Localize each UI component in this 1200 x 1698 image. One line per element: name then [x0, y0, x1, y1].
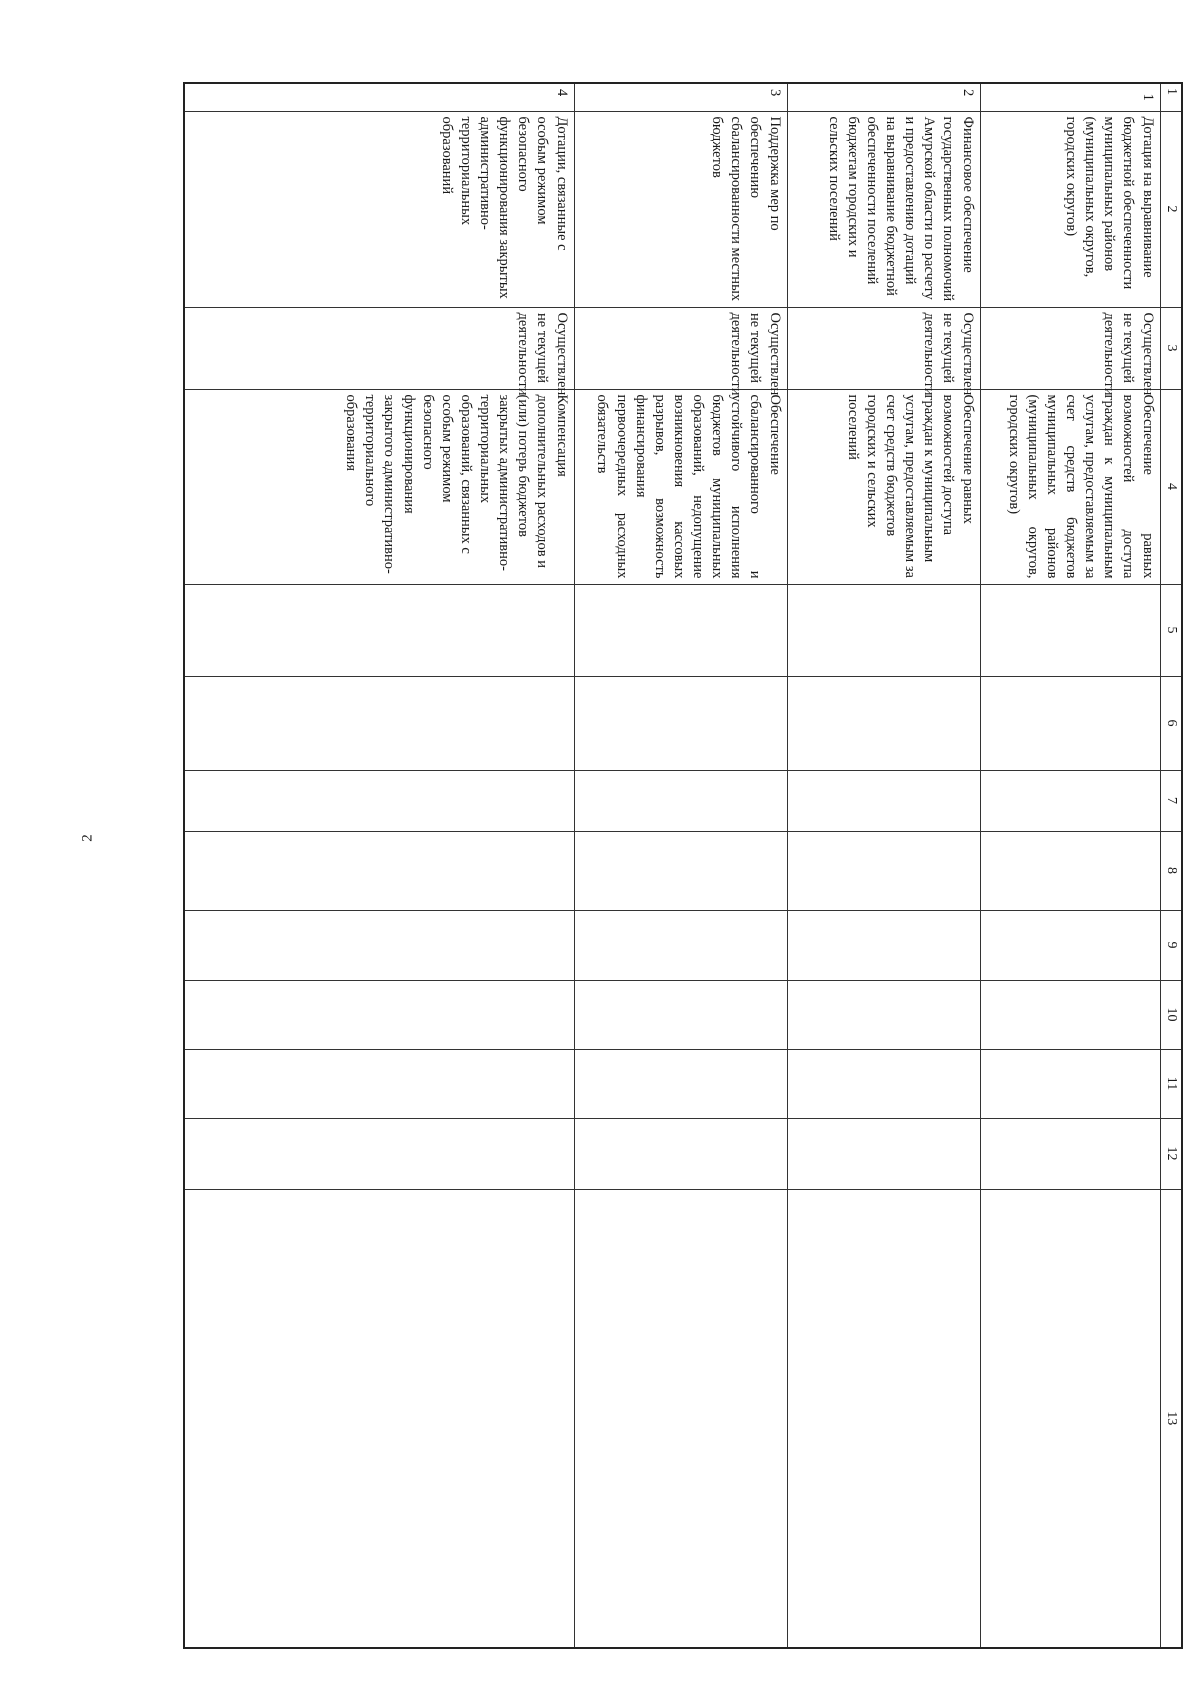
column-header: 3 [1160, 307, 1182, 389]
description-cell: Обеспечение равных возможностей доступа граждан к муниципальным услугам, предоставляемым за счет средств бюджетов муниципальных районов (муниципальных округов, городских округов) [980, 389, 1160, 584]
empty-cell [980, 1118, 1160, 1189]
column-header: 9 [1160, 910, 1182, 980]
empty-cell [980, 1189, 1160, 1648]
empty-cell [184, 1189, 574, 1648]
empty-cell [980, 980, 1160, 1049]
column-header: 10 [1160, 980, 1182, 1049]
empty-cell [980, 676, 1160, 770]
empty-cell [787, 1118, 980, 1189]
empty-cell [574, 676, 787, 770]
empty-cell [574, 1049, 787, 1118]
empty-cell [574, 910, 787, 980]
measure-name: Дотации, связанные с особым режимом безопасного функционирования закрытых административно-территориальных образований [184, 111, 574, 307]
empty-cell [184, 1118, 574, 1189]
table-row [980, 83, 1160, 1648]
empty-cell [574, 1118, 787, 1189]
description-cell: Обеспечение равных возможностей доступа граждан к муниципальным услугам, предоставляемым за счет средств бюджетов городских и сельских поселений [787, 389, 980, 584]
empty-cell [574, 831, 787, 910]
empty-cell [787, 584, 980, 676]
empty-cell [184, 831, 574, 910]
row-number: 1 [980, 83, 1160, 111]
description-cell: Компенсация дополнительных расходов и (или) потерь бюджетов закрытых административно-территориальных образований, связанных с особым режимом безопасного функционирования закрытого административно-территориального образования [184, 389, 574, 584]
row-number: 2 [787, 83, 980, 111]
table-row [184, 83, 574, 1648]
empty-cell [980, 831, 1160, 910]
column-header: 2 [1160, 111, 1182, 307]
empty-cell [980, 584, 1160, 676]
column-header: 6 [1160, 676, 1182, 770]
empty-cell [980, 910, 1160, 980]
column-header: 7 [1160, 770, 1182, 831]
column-header: 13 [1160, 1189, 1182, 1648]
empty-cell [787, 1189, 980, 1648]
empty-cell [184, 770, 574, 831]
empty-cell [980, 770, 1160, 831]
header-row [1160, 83, 1182, 1648]
description-cell: Обеспечение сбалансированного и устойчивого исполнения бюджетов муниципальных образований, недопущение возникновения кассовых разрывов, возможность финансирования первоочередных расходных обязательств [574, 389, 787, 584]
column-header: 1 [1160, 83, 1182, 111]
row-number: 3 [574, 83, 787, 111]
empty-cell [787, 1049, 980, 1118]
empty-cell [787, 770, 980, 831]
page-number: 2 [79, 834, 96, 842]
column-header: 4 [1160, 389, 1182, 584]
status-cell: Осуществлен не текущей деятельности [184, 307, 574, 389]
status-cell: Осуществлен не текущей деятельности [787, 307, 980, 389]
empty-cell [787, 910, 980, 980]
column-header: 11 [1160, 1049, 1182, 1118]
empty-cell [184, 676, 574, 770]
rotated-table-page [183, 82, 1183, 1647]
column-header: 5 [1160, 584, 1182, 676]
table-row [574, 83, 787, 1648]
empty-cell [184, 1049, 574, 1118]
status-cell: Осуществлен не текущей деятельности [574, 307, 787, 389]
empty-cell [787, 980, 980, 1049]
table-row [787, 83, 980, 1648]
empty-cell [980, 1049, 1160, 1118]
empty-cell [574, 1189, 787, 1648]
empty-cell [574, 980, 787, 1049]
empty-cell [787, 676, 980, 770]
status-cell: Осуществлен не текущей деятельности [980, 307, 1160, 389]
measure-name: Дотация на выравнивание бюджетной обеспеченности муниципальных районов (муниципальных округов, городских округов) [980, 111, 1160, 307]
column-header: 12 [1160, 1118, 1182, 1189]
empty-cell [574, 584, 787, 676]
measure-name: Финансовое обеспечение государственных полномочий Амурской области по расчету и предоставлению дотаций на выравнивание бюджетной обеспеченности поселений бюджетам городских и сельских поселений [787, 111, 980, 307]
data-table [183, 82, 1183, 1649]
empty-cell [574, 770, 787, 831]
row-number: 4 [184, 83, 574, 111]
empty-cell [787, 831, 980, 910]
empty-cell [184, 980, 574, 1049]
column-header: 8 [1160, 831, 1182, 910]
empty-cell [184, 910, 574, 980]
measure-name: Поддержка мер по обеспечению сбалансированности местных бюджетов [574, 111, 787, 307]
empty-cell [184, 584, 574, 676]
